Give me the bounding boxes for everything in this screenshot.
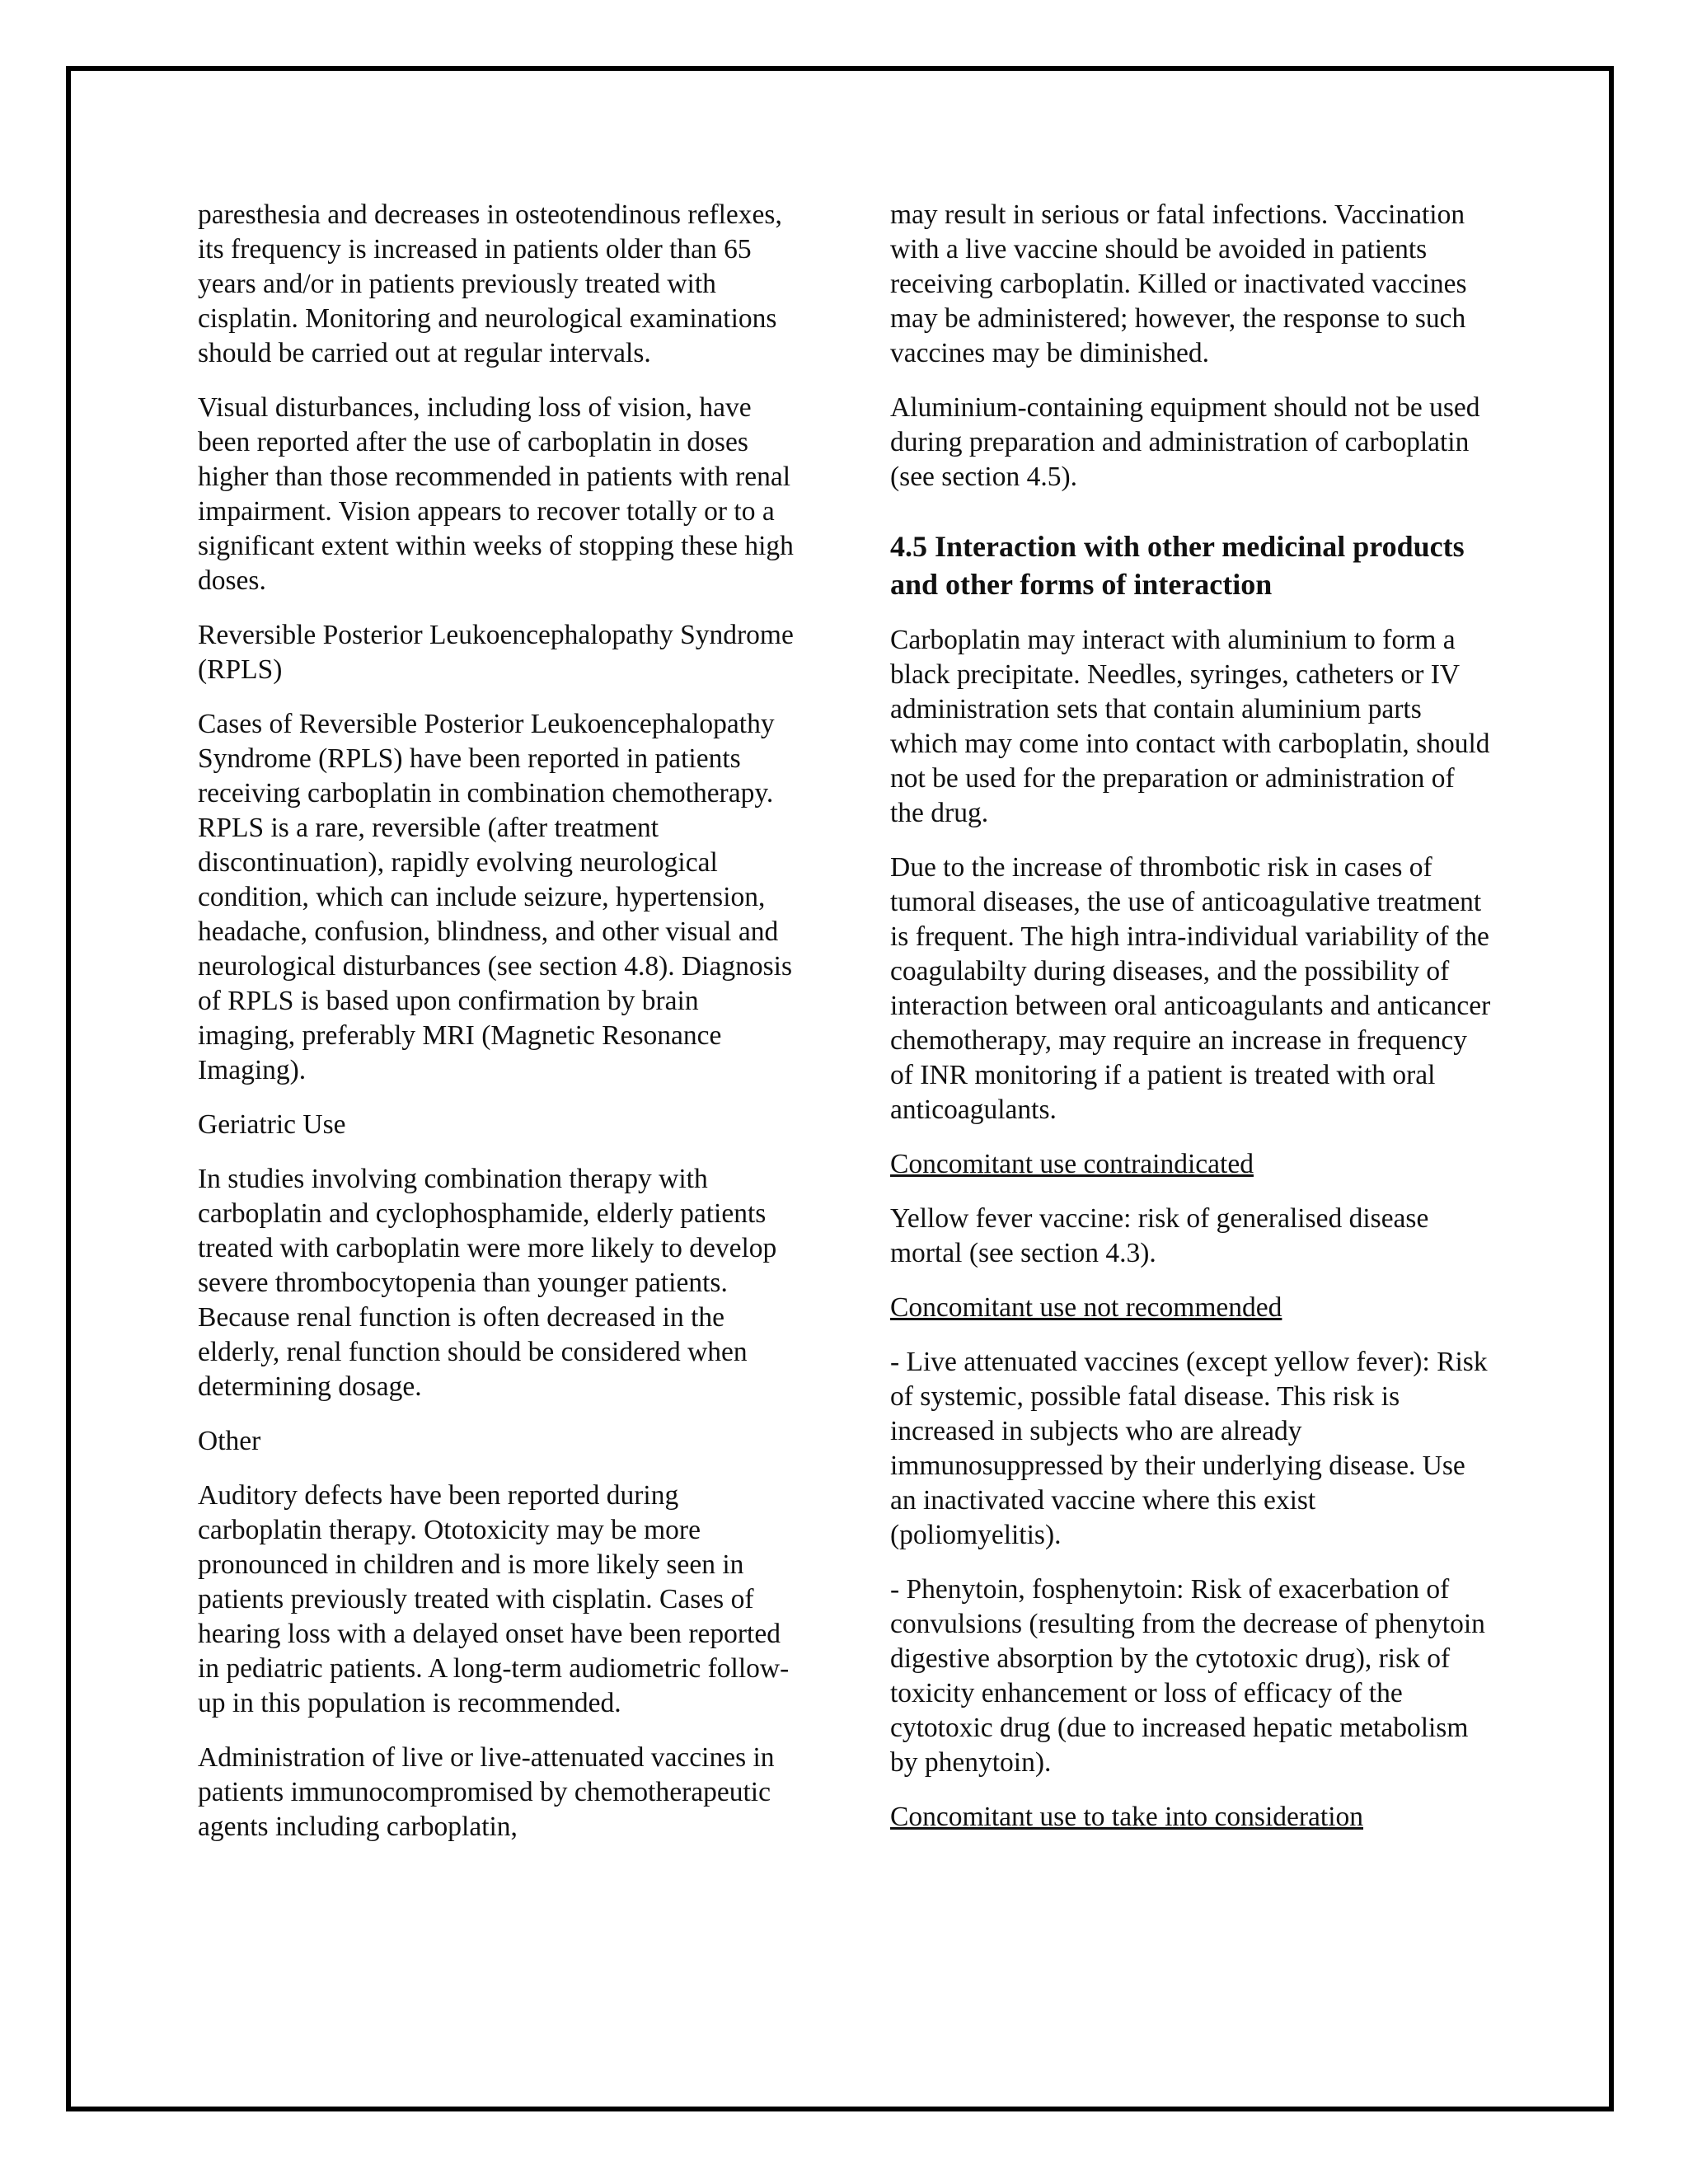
paragraph-geriatric-use: In studies involving combination therapy with carboplatin and cyclophosphamide, elderly patients treated with carboplatin were more likely to develop severe thrombocytopenia than younger patients. Because renal function is often decreased in the elderly, renal function should be considered when determining dosage. <box>198 1164 777 1402</box>
paragraph-yellow-fever: Yellow fever vaccine: risk of generalised disease mortal (see section 4.3). <box>890 1203 1429 1268</box>
subheading-not-recommended: Concomitant use not recommended <box>890 1292 1282 1323</box>
paragraph-thrombotic-risk: Due to the increase of thrombotic risk in cases of tumoral diseases, the use of anticoagulative treatment is frequent. The high intra-individual variability of the coagulabilty during diseases, and the possibility of interaction between oral anticoagulants and anticancer chemotherapy, may require an increase in frequency of INR monitoring if a patient is treated with oral anticoagulants. <box>890 852 1491 1125</box>
paragraph-aluminium-equipment: Aluminium-containing equipment should not be used during preparation and administration of carboplatin (see section 4.5). <box>890 392 1480 492</box>
paragraph-auditory-defects: Auditory defects have been reported during carboplatin therapy. Ototoxicity may be more pronounced in children and is more likely seen in patients previously treated with cisplatin. Cases of hearing loss with a delayed onset have been reported in pediatric patients. A long-term audiometric follow-up in this population is recommended. <box>198 1480 790 1718</box>
subheading-take-into-consideration: Concomitant use to take into consideration <box>890 1802 1364 1832</box>
paragraph-live-vaccines: Administration of live or live-attenuated vaccines in patients immunocompromised by chemotherapeutic agents including carboplatin, <box>198 1742 775 1842</box>
section-heading-4-5: 4.5 Interaction with other medicinal products and other forms of interaction <box>890 530 1465 601</box>
paragraph-vaccine-infections: may result in serious or fatal infections. Vaccination with a live vaccine should be avoided in patients receiving carboplatin. Killed or inactivated vaccines may be administered; however, the response to such vaccines may be diminished. <box>890 199 1467 368</box>
paragraph-neuropathy: paresthesia and decreases in osteotendinous reflexes, its frequency is increased in patients older than 65 years and/or in patients previously treated with cisplatin. Monitoring and neurological examinations should be carried out at regular intervals. <box>198 199 782 368</box>
paragraph-aluminium-interaction: Carboplatin may interact with aluminium to form a black precipitate. Needles, syringes, catheters or IV administration sets that contain aluminium parts which may come into contact with carboplatin, should not be used for the preparation or administration of the drug. <box>890 625 1490 828</box>
paragraph-phenytoin: - Phenytoin, fosphenytoin: Risk of exacerbation of convulsions (resulting from the decrease of phenytoin digestive absorption by the cytotoxic drug), risk of toxicity enhancement or loss of efficacy of the cytotoxic drug (due to increased hepatic metabolism by phenytoin). <box>890 1574 1485 1778</box>
paragraph-live-attenuated-vaccines: - Live attenuated vaccines (except yellow fever): Risk of systemic, possible fatal disease. This risk is increased in subjects who are already immunosuppressed by their underlying disease. Use an inactivated vaccine where this exist (poliomyelitis). <box>890 1347 1488 1550</box>
left-column <box>198 198 799 1864</box>
subheading-contraindicated: Concomitant use contraindicated <box>890 1149 1254 1179</box>
subheading-geriatric-use: Geriatric Use <box>198 1109 346 1140</box>
paragraph-rpls: Cases of Reversible Posterior Leukoencephalopathy Syndrome (RPLS) have been reported in patients receiving carboplatin in combination chemotherapy. RPLS is a rare, reversible (after treatment discontinuation), rapidly evolving neurological condition, which can include seizure, hypertension, headache, confusion, blindness, and other visual and neurological disturbances (see section 4.8). Diagnosis of RPLS is based upon confirmation by brain imaging, preferably MRI (Magnetic Resonance Imaging). <box>198 709 792 1085</box>
paragraph-visual-disturbances: Visual disturbances, including loss of vision, have been reported after the use of carboplatin in doses higher than those recommended in patients with renal impairment. Vision appears to recover totally or to a significant extent within weeks of stopping these high doses. <box>198 392 794 596</box>
right-column <box>890 198 1492 1854</box>
subheading-rpls: Reversible Posterior Leukoencephalopathy Syndrome (RPLS) <box>198 620 794 685</box>
subheading-other: Other <box>198 1426 261 1456</box>
